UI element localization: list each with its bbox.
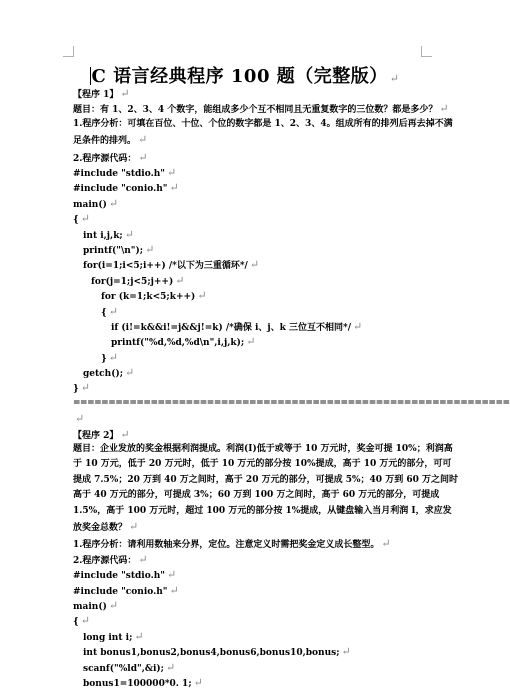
text-cursor [90, 67, 91, 85]
paragraph-mark-icon: ↵ [108, 304, 119, 318]
paragraph-mark-icon: ↵ [75, 412, 85, 426]
paragraph-mark-icon: ↵ [166, 165, 177, 179]
paragraph-mark-icon: ↵ [138, 133, 148, 147]
paragraph-mark-icon: ↵ [145, 242, 155, 256]
paragraph-mark-icon: ↵ [197, 289, 207, 303]
paragraph-mark-icon: ↵ [249, 258, 260, 272]
paragraph-mark-icon: ↵ [129, 520, 139, 534]
code-line: int i,j,k; ↵ [83, 227, 134, 241]
program-1-analysis: 1.程序分析：可填在百位、十位、个位的数字都是 1、2、3、4。组成所有的排列后再去掉不满足条件的排列。 ↵ [73, 118, 453, 147]
document-title-text: C 语言经典程序 100 题（完整版） [91, 66, 388, 87]
code-line: #include "conio.h" ↵ [73, 181, 179, 195]
paragraph-mark-icon: ↵ [138, 150, 148, 164]
section-separator: ============================================================== [73, 397, 510, 408]
code-line: } ↵ [73, 381, 91, 395]
paragraph-mark-icon: ↵ [353, 319, 363, 333]
paragraph-mark-icon: ↵ [381, 537, 391, 551]
paragraph-mark-icon: ↵ [175, 273, 185, 287]
paragraph-mark-icon: ↵ [120, 427, 130, 441]
code-line: main() ↵ [73, 196, 119, 210]
paragraph-mark-icon: ↵ [165, 660, 176, 674]
paragraph-mark-icon: ↵ [246, 335, 256, 349]
code-line: scanf("%ld",&i); ↵ [83, 660, 176, 674]
code-line: main() ↵ [73, 599, 119, 613]
program-1-header: 【程序 1】 ↵ [73, 87, 130, 100]
code-line: for(j=1;j<5;j++) ↵ [91, 273, 185, 287]
code-line: #include "stdio.h" ↵ [73, 568, 177, 582]
program-2-analysis: 1.程序分析：请利用数轴来分界，定位。注意定义时需把奖金定义成长整型。 ↵ [73, 537, 391, 551]
code-line: if (i!=k&&i!=j&&j!=k) /*确保 i、j、k 三位互不相同*/ ↵ [111, 319, 363, 333]
program-2-source-label: 2.程序源代码： ↵ [73, 552, 148, 566]
code-line: getch(); ↵ [83, 366, 135, 380]
blank-line [73, 411, 458, 426]
paragraph-mark-icon: ↵ [80, 212, 91, 226]
program-1-source-label: 2.程序源代码： ↵ [73, 150, 148, 164]
document-body [73, 86, 510, 690]
paragraph-mark-icon: ↵ [169, 181, 179, 195]
paragraph-mark-icon: ↵ [439, 102, 449, 116]
paragraph-mark-icon: ↵ [80, 381, 91, 395]
paragraph-mark-icon: ↵ [108, 350, 119, 364]
paragraph-mark-icon: ↵ [389, 72, 400, 85]
code-line: int bonus1,bonus2,bonus4,bonus6,bonus10,bonus; ↵ [83, 645, 351, 659]
code-line: printf("%d,%d,%d\n",i,j,k); ↵ [111, 335, 256, 349]
paragraph-mark-icon: ↵ [166, 568, 177, 582]
page-margin-corner-right [421, 46, 432, 57]
code-line: { ↵ [73, 614, 91, 628]
code-line: #include "stdio.h" ↵ [73, 165, 177, 179]
code-line: { ↵ [101, 304, 119, 318]
code-line: for(i=1;i<5;i++) /*以下为三重循环*/ ↵ [83, 258, 260, 272]
paragraph-mark-icon: ↵ [108, 196, 119, 210]
code-line: for (k=1;k<5;k++) ↵ [101, 289, 207, 303]
paragraph-mark-icon: ↵ [120, 87, 130, 100]
paragraph-mark-icon: ↵ [134, 629, 144, 643]
paragraph-mark-icon: ↵ [193, 675, 203, 689]
page-margin-corner-left [63, 46, 74, 57]
program-1-question: 题目：有 1、2、3、4 个数字，能组成多少个互不相同且无重复数字的三位数？都是多少？ ↵ [73, 102, 449, 116]
paragraph-mark-icon: ↵ [80, 614, 91, 628]
paragraph-mark-icon: ↵ [125, 366, 135, 380]
paragraph-mark-icon: ↵ [138, 552, 148, 566]
code-line: long int i; ↵ [83, 629, 144, 643]
code-line: } ↵ [101, 350, 119, 364]
paragraph-mark-icon: ↵ [341, 645, 351, 659]
code-line: { ↵ [73, 212, 91, 226]
document-title [0, 62, 489, 88]
paragraph-mark-icon: ↵ [124, 227, 134, 241]
code-line: bonus1=100000*0. 1; ↵ [83, 675, 203, 689]
program-2-question: 题目：企业发放的奖金根据利润提成。利润(I)低于或等于 10 万元时，奖金可提 10%；利润高于 10 万元，低于 20 万元时，低于 10 万元的部分按 10%提成，高于 10 万元的部分，可可提成 7.5%；20 万到 40 万之间时，高于 20 万元的部分，可提成 5%；40 万到 60 万之间时高于 40 万元的部分，可提成 3%；60 万到 100 万之间时，高于 60 万元的部分，可提成 1.5%，高于 100 万元时，超过 100 万元的部分按 1%提成，从键盘输入当月利润 I，求应发放奖金总数？ ↵ [73, 444, 458, 534]
paragraph-mark-icon: ↵ [108, 599, 119, 613]
program-2-header: 【程序 2】 ↵ [73, 427, 130, 441]
code-line: #include "conio.h" ↵ [73, 583, 179, 597]
paragraph-mark-icon: ↵ [169, 583, 179, 597]
code-line: printf("\n"); ↵ [83, 242, 155, 256]
